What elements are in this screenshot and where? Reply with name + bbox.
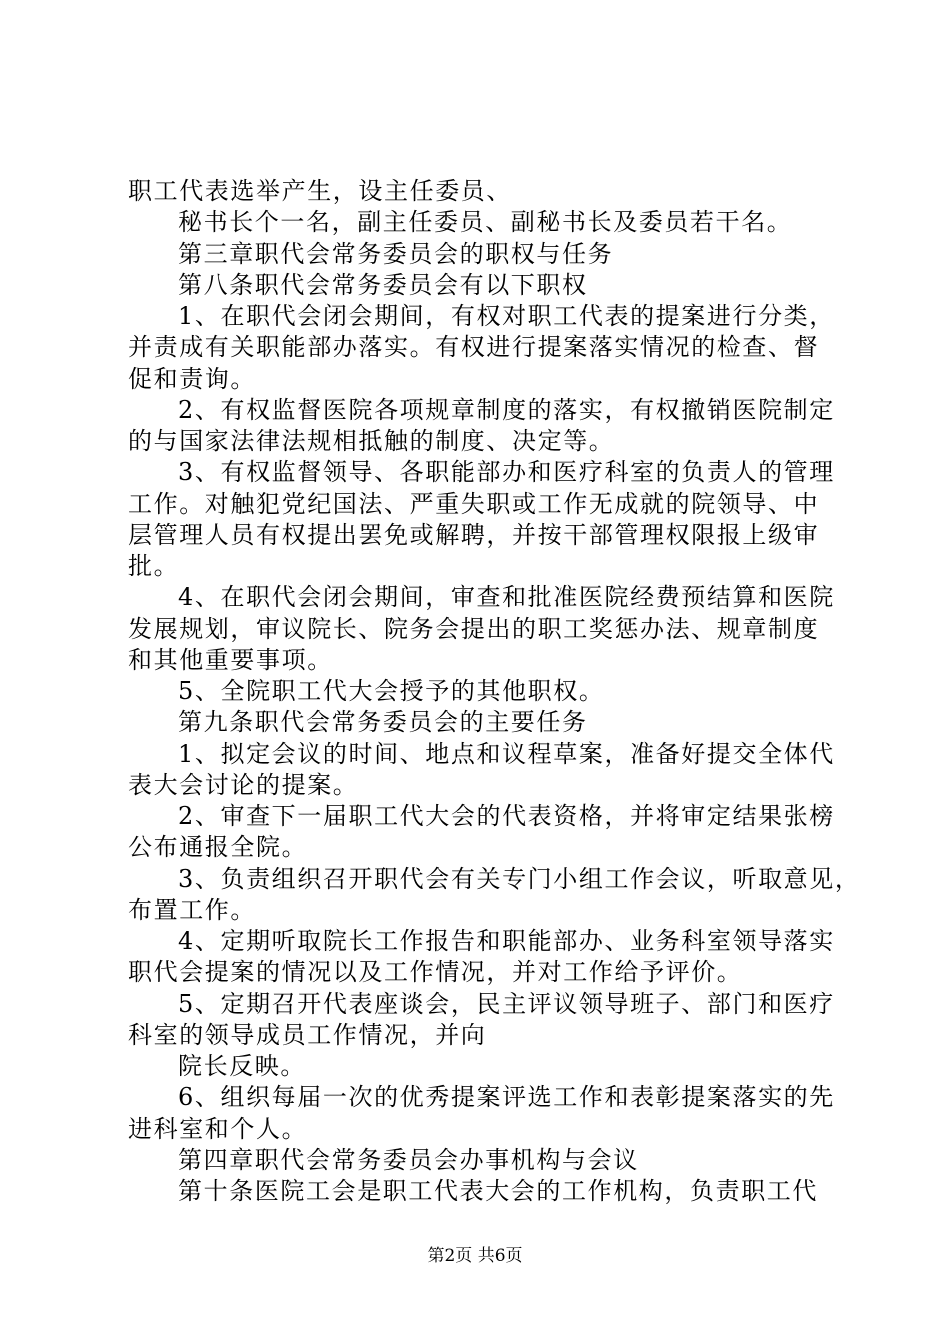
text-line: 5、全院职工代大会授予的其他职权。	[178, 677, 605, 705]
text-line: 第八条职代会常务委员会有以下职权	[178, 270, 588, 299]
text-line: 层管理人员有权提出罢免或解聘，并按干部管理权限报上级审	[128, 520, 820, 549]
text-line: 2、审查下一届职工代大会的代表资格，并将审定结果张榜	[178, 802, 835, 830]
text-line: 4、定期听取院长工作报告和职能部办、业务科室领导落实	[178, 927, 835, 955]
text-line: 秘书长个一名，副主任委员、副秘书长及委员若干名。	[178, 208, 793, 237]
text-line: 工作。对触犯党纪国法、严重失职或工作无成就的院领导、中	[128, 489, 820, 518]
text-line: 第三章职代会常务委员会的职权与任务	[178, 239, 614, 268]
text-line: 发展规划，审议院长、院务会提出的职工奖惩办法、规章制度	[128, 614, 820, 643]
text-line: 1、在职代会闭会期间，有权对职工代表的提案进行分类，	[178, 302, 835, 330]
text-line: 1、拟定会议的时间、地点和议程草案，准备好提交全体代	[178, 739, 835, 768]
text-line: 院长反映。	[178, 1052, 306, 1080]
text-line: 进科室和个人。	[128, 1114, 308, 1143]
text-line: 职代会提案的情况以及工作情况，并对工作给予评价。	[128, 958, 743, 987]
text-line: 和其他重要事项。	[128, 645, 333, 674]
text-line: 表大会讨论的提案。	[128, 770, 359, 799]
text-line: 促和责询。	[128, 364, 256, 393]
text-line: 6、组织每届一次的优秀提案评选工作和表彰提案落实的先	[178, 1083, 835, 1112]
text-line: 3、有权监督领导、各职能部办和医疗科室的负责人的管理	[178, 458, 835, 487]
text-line: 的与国家法律法规相抵触的制度、决定等。	[128, 427, 615, 455]
text-line: 布置工作。	[128, 895, 256, 924]
text-line: 5、定期召开代表座谈会，民主评议领导班子、部门和医疗	[178, 989, 835, 1018]
text-line: 4、在职代会闭会期间，审查和批准医院经费预结算和医院	[178, 583, 835, 612]
text-line: 第四章职代会常务委员会办事机构与会议	[178, 1145, 639, 1174]
text-line: 职工代表选举产生，设主任委员、	[128, 177, 512, 205]
text-line: 公布通报全院。	[128, 833, 308, 862]
text-line: 批。	[128, 552, 180, 580]
text-line: 并责成有关职能部办落实。有权进行提案落实情况的检查、督	[128, 333, 820, 362]
text-line: 第九条职代会常务委员会的主要任务	[178, 708, 588, 737]
text-line: 2、有权监督医院各项规章制度的落实，有权撤销医院制定	[178, 395, 835, 424]
text-line: 第十条医院工会是职工代表大会的工作机构，负责职工代	[178, 1177, 818, 1205]
text-line: 科室的领导成员工作情况，并向	[128, 1020, 487, 1049]
page-footer: 第2页 共6页	[427, 1246, 523, 1266]
text-line: 3、负责组织召开职代会有关专门小组工作会议，听取意见，	[178, 864, 861, 893]
